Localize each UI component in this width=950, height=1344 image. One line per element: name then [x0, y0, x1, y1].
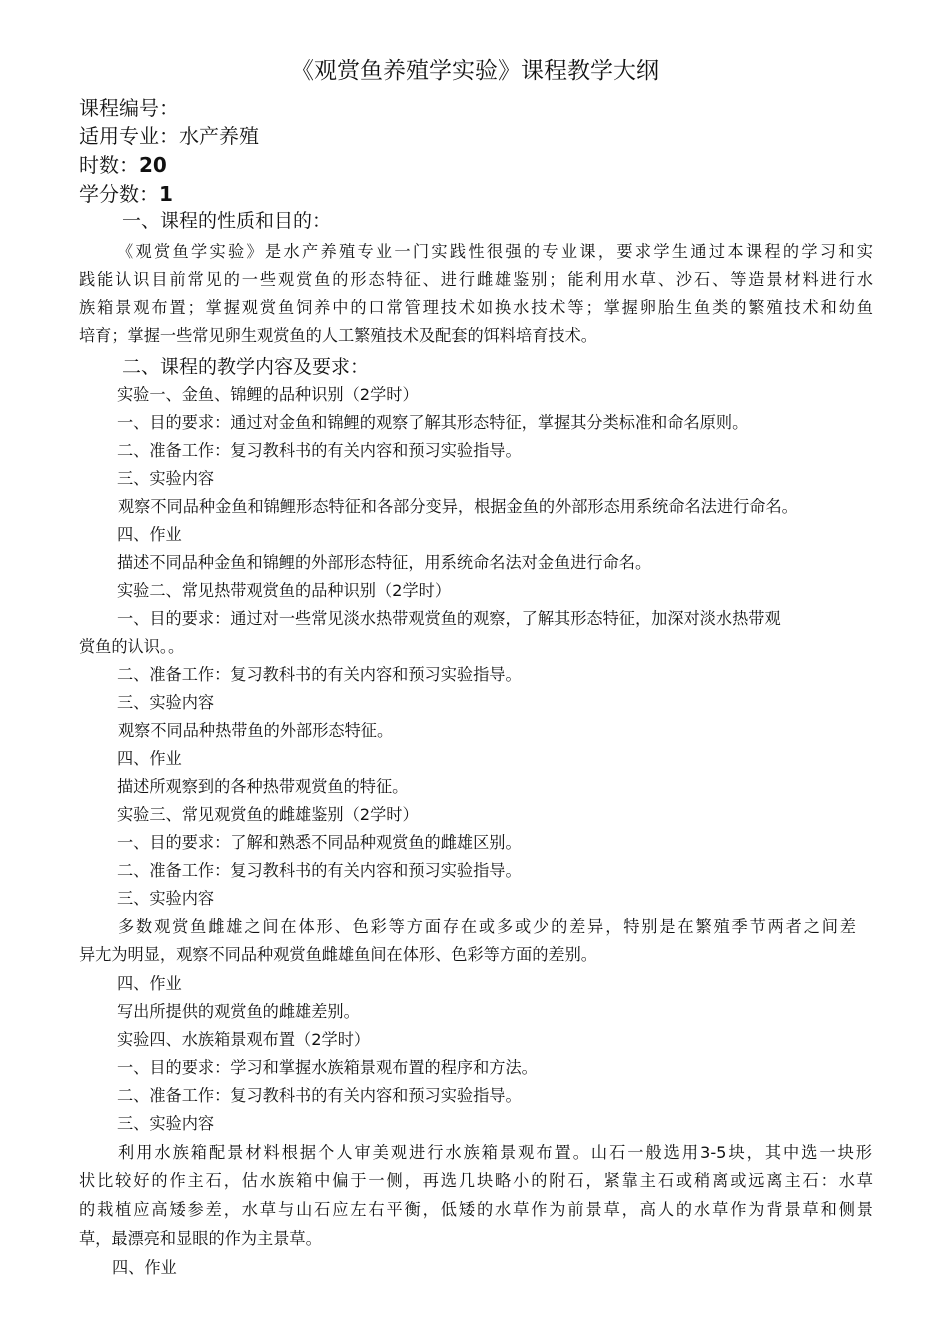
exp4-content-label: 三、实验内容: [117, 1114, 215, 1133]
section2-heading: 二、课程的教学内容及要求：: [122, 356, 370, 378]
course-code-line: [79, 94, 179, 122]
exp2-purpose-2: 赏鱼的认识。。: [79, 637, 185, 656]
exp1-title: 实验一、金鱼、锦鲤的品种识别（2学时）: [117, 385, 419, 404]
exp2-content: 观察不同品种热带鱼的外部形态特征。: [118, 721, 394, 740]
exp4-content-2: 状比较好的作主石，估水族箱中偏于一侧，再选几块略小的附石，紧靠主石或稍离或远离主石：水草: [79, 1171, 873, 1190]
exp1-hw: 描述不同品种金鱼和锦鲤的外部形态特征，用系统命名法对金鱼进行命名。: [117, 553, 652, 572]
exp3-content-label: 三、实验内容: [117, 889, 215, 908]
exp3-hw-label: 四、作业: [117, 974, 182, 993]
exp3-prep: 二、准备工作：复习教科书的有关内容和预习实验指导。: [117, 861, 522, 880]
exp1-content: 观察不同品种金鱼和锦鲤形态特征和各部分变异，根据金鱼的外部形态用系统命名法进行命名。: [118, 497, 798, 516]
course-code-label: 课程编号：: [79, 96, 179, 120]
section1-line-4: 培育；掌握一些常见卵生观赏鱼的人工繁殖技术及配套的饵料培育技术。: [79, 326, 597, 345]
exp2-title: 实验二、常见热带观赏鱼的品种识别（2学时）: [117, 581, 452, 600]
exp2-hw-label: 四、作业: [117, 749, 182, 768]
major-line: [79, 122, 259, 150]
exp4-content-1: 利用水族箱配景材料根据个人审美观进行水族箱景观布置。山石一般选用3-5块，其中选一块形: [118, 1143, 872, 1162]
section1-line-2: 践能认识目前常见的一些观赏鱼的形态特征、进行雌雄鉴别；能利用水草、沙石、等造景材料进行水: [79, 270, 873, 289]
exp4-content-4: 草，最漂亮和显眼的作为主景草。: [79, 1229, 322, 1248]
section1-line-1: 《观赏鱼学实验》是水产养殖专业一门实践性很强的专业课，要求学生通过本课程的学习和实: [117, 242, 873, 261]
exp3-purpose: 一、目的要求：了解和熟悉不同品种观赏鱼的雌雄区别。: [117, 833, 522, 852]
exp1-prep: 二、准备工作：复习教科书的有关内容和预习实验指导。: [117, 441, 522, 460]
exp2-hw: 描述所观察到的各种热带观赏鱼的特征。: [117, 777, 409, 796]
exp4-purpose: 一、目的要求：学习和掌握水族箱景观布置的程序和方法。: [117, 1058, 538, 1077]
hours-line: [79, 151, 167, 179]
major-value: 水产养殖: [179, 124, 259, 148]
credits-label: 学分数：: [79, 182, 159, 206]
exp3-hw: 写出所提供的观赏鱼的雌雄差别。: [117, 1002, 360, 1021]
section1-heading: 一、课程的性质和目的：: [122, 210, 332, 232]
credits-value: 1: [159, 182, 173, 206]
exp4-hw-label: 四、作业: [112, 1258, 177, 1277]
exp3-content-2: 异尢为明显，观察不同品种观赏鱼雌雄鱼间在体形、色彩等方面的差别。: [79, 945, 597, 964]
exp3-content-1: 多数观赏鱼雌雄之间在体形、色彩等方面存在或多或少的差异，特别是在繁殖季节两者之间差: [118, 917, 856, 936]
exp2-prep: 二、准备工作：复习教科书的有关内容和预习实验指导。: [117, 665, 522, 684]
exp2-content-label: 三、实验内容: [117, 693, 215, 712]
exp4-prep: 二、准备工作：复习教科书的有关内容和预习实验指导。: [117, 1086, 522, 1105]
hours-value: 20: [139, 153, 167, 177]
exp2-purpose-1: 一、目的要求：通过对一些常见淡水热带观赏鱼的观察，了解其形态特征，加深对淡水热带观: [117, 609, 781, 628]
credits-line: [79, 180, 173, 208]
exp1-content-label: 三、实验内容: [117, 469, 215, 488]
section1-line-3: 族箱景观布置；掌握观赏鱼饲养中的口常管理技术如换水技术等；掌握卵胎生鱼类的繁殖技术和幼鱼: [79, 298, 873, 317]
exp4-title: 实验四、水族箱景观布置（2学时）: [117, 1030, 371, 1049]
exp3-title: 实验三、常见观赏鱼的雌雄鉴别（2学时）: [117, 805, 419, 824]
exp4-content-3: 的栽植应高矮参差，水草与山石应左右平衡，低矮的水草作为前景草，高人的水草作为背景草和侧景: [79, 1200, 873, 1219]
major-label: 适用专业：: [79, 124, 179, 148]
exp1-hw-label: 四、作业: [117, 525, 182, 544]
exp1-purpose: 一、目的要求：通过对金鱼和锦鲤的观察了解其形态特征，掌握其分类标准和命名原则。: [117, 413, 749, 432]
document-title: 《观赏鱼养殖学实验》课程教学大纲: [291, 58, 659, 84]
hours-label: 时数：: [79, 153, 139, 177]
